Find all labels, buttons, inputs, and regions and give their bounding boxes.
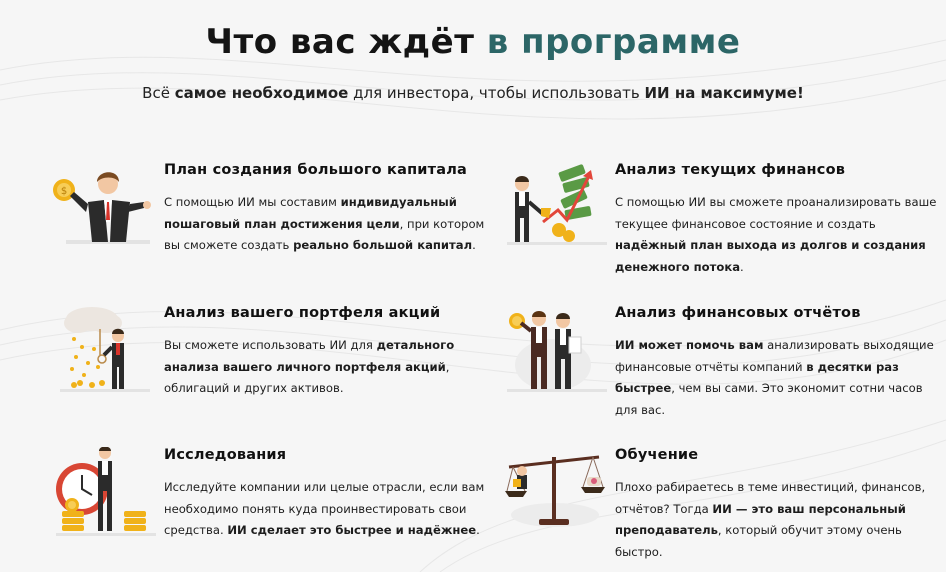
feature-card-education <box>503 447 946 572</box>
feature-card-capital-plan <box>52 162 512 292</box>
page-subtitle: Всё самое необходимое для инвестора, чтобы использовать ИИ на максимуме! <box>142 84 804 102</box>
scales-icon <box>503 447 615 557</box>
feature-card-portfolio <box>52 305 512 435</box>
growth-chart-icon <box>503 162 615 272</box>
page-title: Что вас ждёт в программе <box>205 22 741 62</box>
feature-card-current-finances <box>503 162 946 292</box>
svg-text:$: $ <box>60 186 68 197</box>
card-description: Плохо рабираетесь в теме инвестиций, финансов, отчётов? Тогда ИИ — это ваш персональный преподаватель, который обучит этому очень быстро. <box>615 480 926 559</box>
businessman-coin-icon <box>52 162 164 272</box>
card-title: Анализ вашего портфеля акций <box>164 305 441 321</box>
card-title: Исследования <box>164 447 287 463</box>
card-title: План создания большого капитала <box>164 162 468 178</box>
two-businessmen-icon <box>503 305 615 415</box>
card-title: Обучение <box>615 447 699 463</box>
feature-card-research <box>52 447 512 572</box>
card-title: Анализ текущих финансов <box>615 162 846 178</box>
card-description: С помощью ИИ вы сможете проанализировать ваше текущее финансовое состояние и создать надёжный план выхода из долгов и создания денежного потока. <box>615 195 937 274</box>
card-description: ИИ может помочь вам анализировать выходящие финансовые отчёты компаний в десятки раз быстрее, чем вы сами. Это экономит сотни часов для вас. <box>615 338 934 417</box>
money-cloud-icon <box>52 305 164 415</box>
card-description: Вы сможете использовать ИИ для детального анализа вашего личного портфеля акций, облигаций и других активов. <box>164 338 455 395</box>
card-description: Исследуйте компании или целые отрасли, если вам необходимо понять куда проинвестировать свои средства. ИИ сделает это быстрее и надёжнее. <box>164 480 485 537</box>
card-title: Анализ финансовых отчётов <box>615 305 861 321</box>
feature-card-financial-reports <box>503 305 946 435</box>
clock-coins-icon <box>52 447 164 557</box>
card-description: С помощью ИИ мы составим индивидуальный пошаговый план достижения цели, при котором вы сможете создать реально большой капитал. <box>164 195 485 252</box>
title-accent: в программе <box>486 22 741 62</box>
